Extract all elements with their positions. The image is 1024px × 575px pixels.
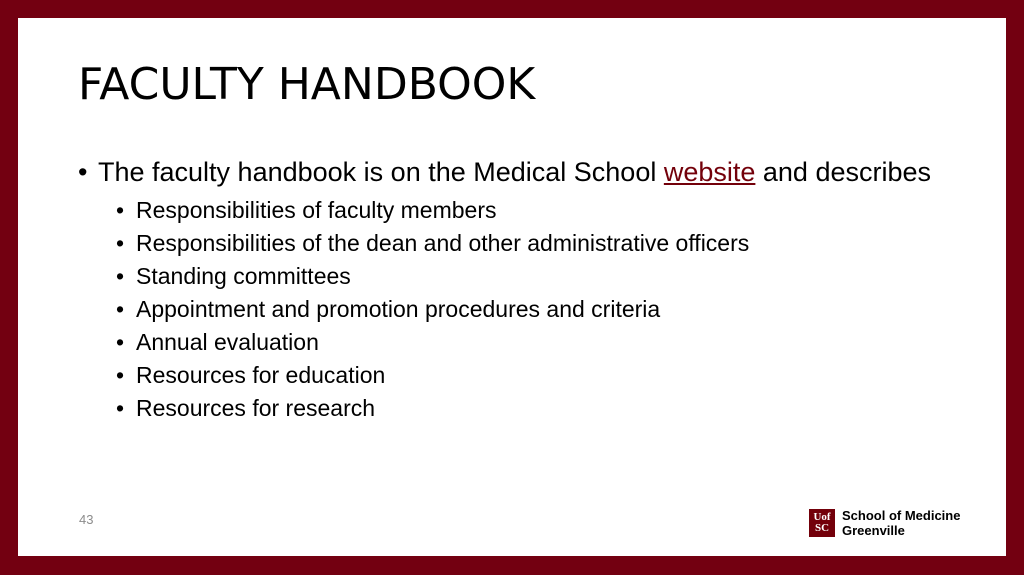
logo-text	[842, 508, 960, 538]
logo-line2: Greenville	[842, 523, 905, 538]
bullet-icon: •	[78, 157, 88, 187]
list-item	[78, 293, 958, 326]
list-item	[78, 326, 958, 359]
slide-title: FACULTY HANDBOOK	[78, 59, 536, 110]
school-logo	[809, 508, 960, 538]
slide-canvas	[18, 18, 1006, 556]
logo-line1: School of Medicine	[842, 508, 961, 523]
list-item-text: Standing committees	[136, 263, 351, 289]
list-item-text: Resources for research	[136, 395, 376, 421]
sub-bullet-list	[78, 194, 958, 425]
main-bullet-item	[78, 156, 958, 188]
list-item-text: Responsibilities of faculty members	[136, 197, 497, 223]
uofsc-logo-icon	[809, 509, 835, 537]
bullet-icon: •	[116, 362, 125, 388]
list-item	[78, 227, 958, 260]
website-link[interactable]: website	[663, 157, 756, 187]
list-item	[78, 392, 958, 425]
bullet-icon: •	[116, 197, 125, 223]
list-item-text: Appointment and promotion procedures and criteria	[136, 296, 661, 322]
bullet-icon: •	[116, 395, 125, 421]
main-bullet-text-end: and describes	[755, 157, 931, 187]
bullet-icon: •	[116, 296, 125, 322]
logo-mark-bottom: SC	[814, 522, 830, 534]
page-number: 43	[79, 512, 94, 527]
logo-mark-top: Uof	[813, 511, 831, 523]
list-item	[78, 194, 958, 227]
list-item	[78, 359, 958, 392]
bullet-icon: •	[116, 263, 125, 289]
list-item-text: Annual evaluation	[136, 329, 319, 355]
bullet-icon: •	[116, 329, 125, 355]
list-item-text: Responsibilities of the dean and other administrative officers	[136, 230, 750, 256]
list-item	[78, 260, 958, 293]
bullet-icon: •	[116, 230, 125, 256]
main-bullet-text: The faculty handbook is on the Medical School	[98, 157, 664, 187]
slide-content	[78, 156, 958, 425]
list-item-text: Resources for education	[136, 362, 386, 388]
